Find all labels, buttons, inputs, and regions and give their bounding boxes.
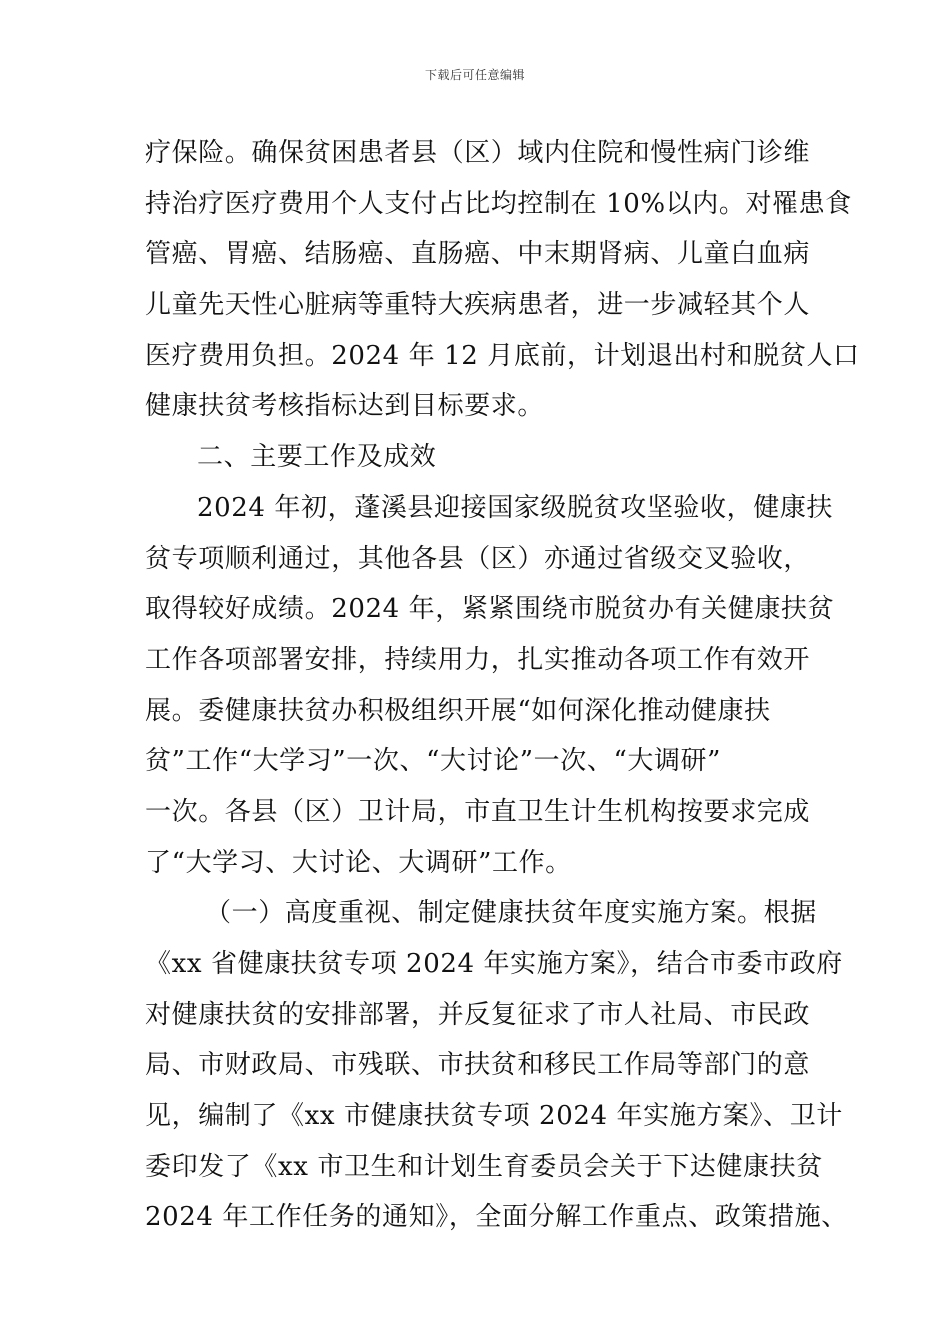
body-line: 见，编制了《xx 市健康扶贫专项 2024 年实施方案》、卫计: [145, 1101, 843, 1132]
body-line: 《xx 省健康扶贫专项 2024 年实施方案》，结合市委市政府: [145, 949, 843, 979]
body-line: 委印发了《xx 市卫生和计划生育委员会关于下达健康扶贫: [145, 1151, 823, 1182]
body-line: 局、市财政局、市残联、市扶贫和移民工作局等部门的意: [145, 1050, 811, 1081]
document-body: [145, 128, 860, 1243]
paragraph-start-line: 2024 年初，蓬溪县迎接国家级脱贫攻坚验收，健康扶: [197, 492, 834, 523]
body-line: 了“大学习、大讨论、大调研”工作。: [145, 847, 572, 878]
page-header: 下载后可任意编辑: [424, 68, 525, 82]
body-line: 工作各项部署安排，持续用力，扎实推动各项工作有效开: [145, 644, 811, 675]
body-line: 疗保险。确保贫困患者县（区）域内住院和慢性病门诊维: [145, 138, 811, 168]
body-line: 取得较好成绩。2024 年，紧紧围绕市脱贫办有关健康扶贫: [145, 594, 835, 625]
body-line: 展。委健康扶贫办积极组织开展“如何深化推动健康扶: [145, 695, 771, 726]
body-line: 贫专项顺利通过，其他各县（区）亦通过省级交叉验收，: [145, 543, 811, 574]
body-line: 对健康扶贫的安排部署，并反复征求了市人社局、市民政: [145, 999, 811, 1030]
body-line: 儿童先天性心脏病等重特大疾病患者，进一步减轻其个人: [145, 290, 811, 321]
body-line: 贫”工作“大学习”一次、“大讨论”一次、“大调研”: [145, 746, 722, 777]
body-line: 持治疗医疗费用个人支付占比均控制在 10%以内。对罹患食: [145, 188, 852, 219]
body-line: 一次。各县（区）卫计局，市直卫生计生机构按要求完成: [145, 796, 811, 827]
body-line: 管癌、胃癌、结肠癌、直肠癌、中末期肾病、儿童白血病: [145, 239, 811, 270]
body-line: 医疗费用负担。2024 年 12 月底前，计划退出村和脱贫人口: [145, 340, 860, 371]
body-line: 健康扶贫考核指标达到目标要求。: [145, 391, 545, 422]
body-line: 2024 年工作任务的通知》，全面分解工作重点、政策措施、: [145, 1202, 848, 1233]
section-heading: 二、主要工作及成效: [197, 442, 437, 473]
subsection-heading-line: （一）高度重视、制定健康扶贫年度实施方案。根据: [205, 898, 817, 929]
